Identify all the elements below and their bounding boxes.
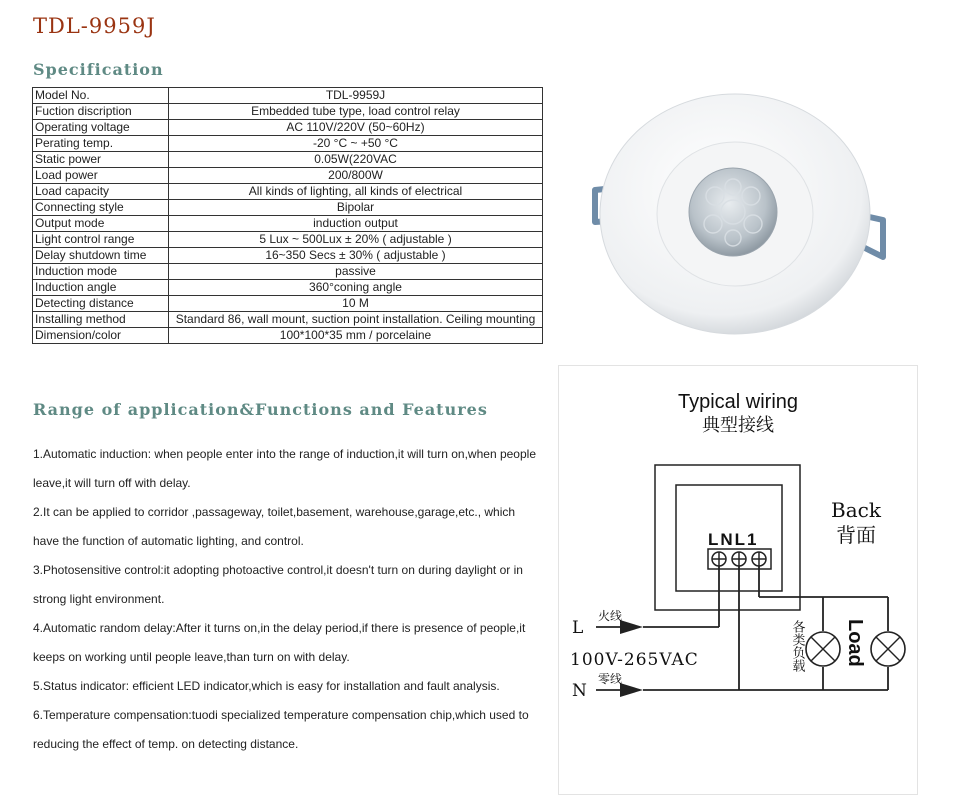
spec-value: All kinds of lighting, all kinds of electrical (169, 184, 543, 200)
spec-value: TDL-9959J (169, 88, 543, 104)
spec-key: Output mode (33, 216, 169, 232)
spec-key: Model No. (33, 88, 169, 104)
feature-item: 5.Status indicator: efficient LED indicator,which is easy for installation and fault analysis. (33, 679, 500, 693)
pir-lens (689, 168, 777, 256)
spec-key: Installing method (33, 312, 169, 328)
spec-row (33, 264, 543, 280)
features-list (33, 440, 543, 759)
spec-value: Embedded tube type, load control relay (169, 104, 543, 120)
spec-key: Operating voltage (33, 120, 169, 136)
spec-key: Fuction discription (33, 104, 169, 120)
spec-key: Load power (33, 168, 169, 184)
spec-row (33, 136, 543, 152)
spec-row (33, 88, 543, 104)
product-image (585, 92, 895, 352)
spec-value: 360°coning angle (169, 280, 543, 296)
spec-key: Light control range (33, 232, 169, 248)
spec-value: -20 °C ~ +50 °C (169, 136, 543, 152)
spec-key: Perating temp. (33, 136, 169, 152)
spec-row (33, 280, 543, 296)
spec-row (33, 168, 543, 184)
spec-value: induction output (169, 216, 543, 232)
feature-item: 3.Photosensitive control:it adopting photoactive control,it doesn't turn on during daylight or in strong light environment. (33, 563, 523, 606)
neutral-label: N (572, 681, 587, 701)
live-label: L (572, 618, 584, 638)
spec-key: Connecting style (33, 200, 169, 216)
feature-item: 4.Automatic random delay:After it turns on,in the delay period,if there is presence of people,it keeps on working until people leave,than turn on with delay. (33, 621, 526, 664)
spec-row (33, 232, 543, 248)
spec-row (33, 296, 543, 312)
spec-row (33, 216, 543, 232)
spec-key: Detecting distance (33, 296, 169, 312)
live-label-cn: 火线 (598, 609, 623, 623)
wiring-title-en: Typical wiring (677, 391, 799, 413)
spec-row (33, 120, 543, 136)
back-label-cn: 背面 (836, 523, 876, 547)
spec-key: Dimension/color (33, 328, 169, 344)
spec-value: passive (169, 264, 543, 280)
spec-key: Static power (33, 152, 169, 168)
page-title: TDL-9959J (33, 14, 156, 38)
wiring-diagram (558, 365, 918, 795)
spec-value: 16~350 Secs ± 30% ( adjustable ) (169, 248, 543, 264)
load-label-en: Load (844, 619, 866, 667)
spec-value: 10 M (169, 296, 543, 312)
feature-item: 6.Temperature compensation:tuodi specialized temperature compensation chip,which used to reducing the effect of temp. on detecting distance. (33, 708, 529, 751)
voltage-label: 100V-265VAC (570, 650, 699, 670)
range-heading: Range of application&Functions and Features (33, 400, 488, 419)
spec-row (33, 328, 543, 344)
spec-heading: Specification (33, 60, 164, 79)
spec-value: Standard 86, wall mount, suction point installation. Ceiling mounting (169, 312, 543, 328)
feature-item: 2.It can be applied to corridor ,passageway, toilet,basement, warehouse,garage,etc., which have the function of automatic lighting, and control. (33, 505, 516, 548)
spec-row (33, 200, 543, 216)
spec-value: 200/800W (169, 168, 543, 184)
spec-key: Delay shutdown time (33, 248, 169, 264)
feature-item: 1.Automatic induction: when people enter into the range of induction,it will turn on,when people leave,it will turn off with delay. (33, 447, 536, 490)
spec-key: Induction angle (33, 280, 169, 296)
spec-row (33, 248, 543, 264)
spec-value: AC 110V/220V (50~60Hz) (169, 120, 543, 136)
spec-key: Induction mode (33, 264, 169, 280)
spec-table (32, 87, 543, 344)
wiring-title-cn: 典型接线 (702, 415, 774, 436)
neutral-label-cn: 零线 (598, 672, 623, 686)
terminal-labels: LNL1 (708, 530, 759, 549)
spec-row (33, 184, 543, 200)
spec-row (33, 312, 543, 328)
spec-key: Load capacity (33, 184, 169, 200)
load-label-cn: 各类负载 (789, 620, 805, 672)
back-label-en: Back (831, 498, 881, 522)
spec-value: Bipolar (169, 200, 543, 216)
spec-row (33, 152, 543, 168)
spec-value: 5 Lux ~ 500Lux ± 20% ( adjustable ) (169, 232, 543, 248)
spec-row (33, 104, 543, 120)
spec-value: 0.05W(220VAC (169, 152, 543, 168)
spec-value: 100*100*35 mm / porcelaine (169, 328, 543, 344)
